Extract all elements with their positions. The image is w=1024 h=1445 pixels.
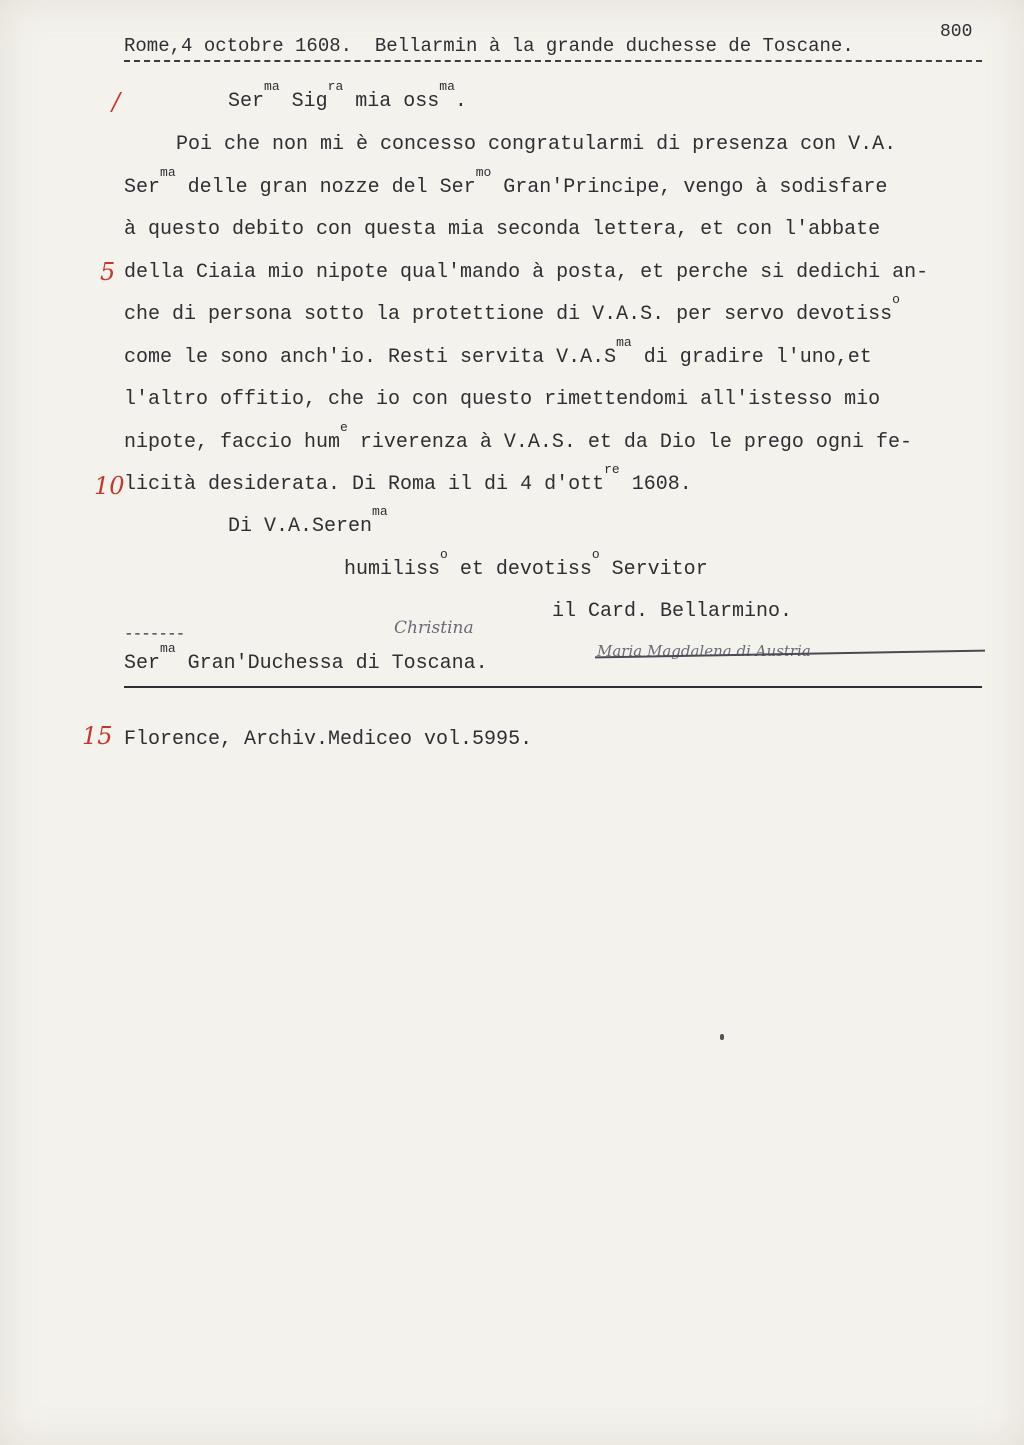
addressee-dashes: ------- bbox=[124, 625, 185, 643]
body-line-9: licità desiderata. Di Roma il di 4 d'ott$^{re}$ 1608. bbox=[124, 462, 692, 496]
body-line-7: l'altro offitio, che io con questo rimettendomi all'istesso mio bbox=[124, 388, 881, 411]
bottom-rule bbox=[124, 686, 982, 688]
header-title: Rome,4 octobre 1608. Bellarmin à la grande duchesse de Toscane. bbox=[124, 35, 854, 57]
addressee-line: Ser$^{ma}$ Gran'Duchessa di Toscana. bbox=[124, 641, 488, 675]
line-number-5: 5 bbox=[100, 258, 116, 286]
line-number-1: / bbox=[112, 88, 121, 116]
page-number: 800 bbox=[940, 22, 973, 42]
paper-speck bbox=[720, 1034, 724, 1040]
body-line-8: nipote, faccio hum$^e$ riverenza à V.A.S. et da Dio le prego ogni fe- bbox=[124, 420, 912, 454]
salutation: Ser$^{ma}$ Sig$^{ra}$ mia oss$^{ma}$. bbox=[228, 79, 467, 113]
body-line-2: Ser$^{ma}$ delle gran nozze del Ser$^{mo}$ Gran'Principe, vengo à sodisfare bbox=[124, 165, 888, 199]
line-number-15: 15 bbox=[82, 722, 113, 750]
source-citation: Florence, Archiv.Mediceo vol.5995. bbox=[124, 728, 533, 751]
body-line-6: come le sono anch'io. Resti servita $V.A.S^{ma}$ di gradire l'uno,et bbox=[124, 335, 872, 369]
pencil-annotation-struck: Maria Magdalena di Austria bbox=[597, 642, 811, 660]
body-line-5: che di persona sotto la protettione di V.A.S. per servo devotiss$^o$ bbox=[124, 292, 900, 326]
body-line-4: della Ciaia mio nipote qual'mando à posta, et perche si dedichi an- bbox=[124, 261, 929, 284]
closing-line-1: Di V.A.Seren$^{ma}$ bbox=[228, 504, 388, 538]
body-line-1: Poi che non mi è concesso congratularmi di presenza con V.A. bbox=[176, 133, 897, 156]
closing-line-2: humiliss$^o$ et devotiss$^o$ Servitor bbox=[344, 547, 708, 581]
signature-line: il Card. Bellarmino. bbox=[552, 600, 793, 623]
pencil-annotation-christina: Christina bbox=[394, 618, 474, 638]
header-underline bbox=[124, 60, 982, 62]
line-number-10: 10 bbox=[94, 472, 125, 500]
body-line-3: à questo debito con questa mia seconda lettera, et con l'abbate bbox=[124, 218, 881, 241]
